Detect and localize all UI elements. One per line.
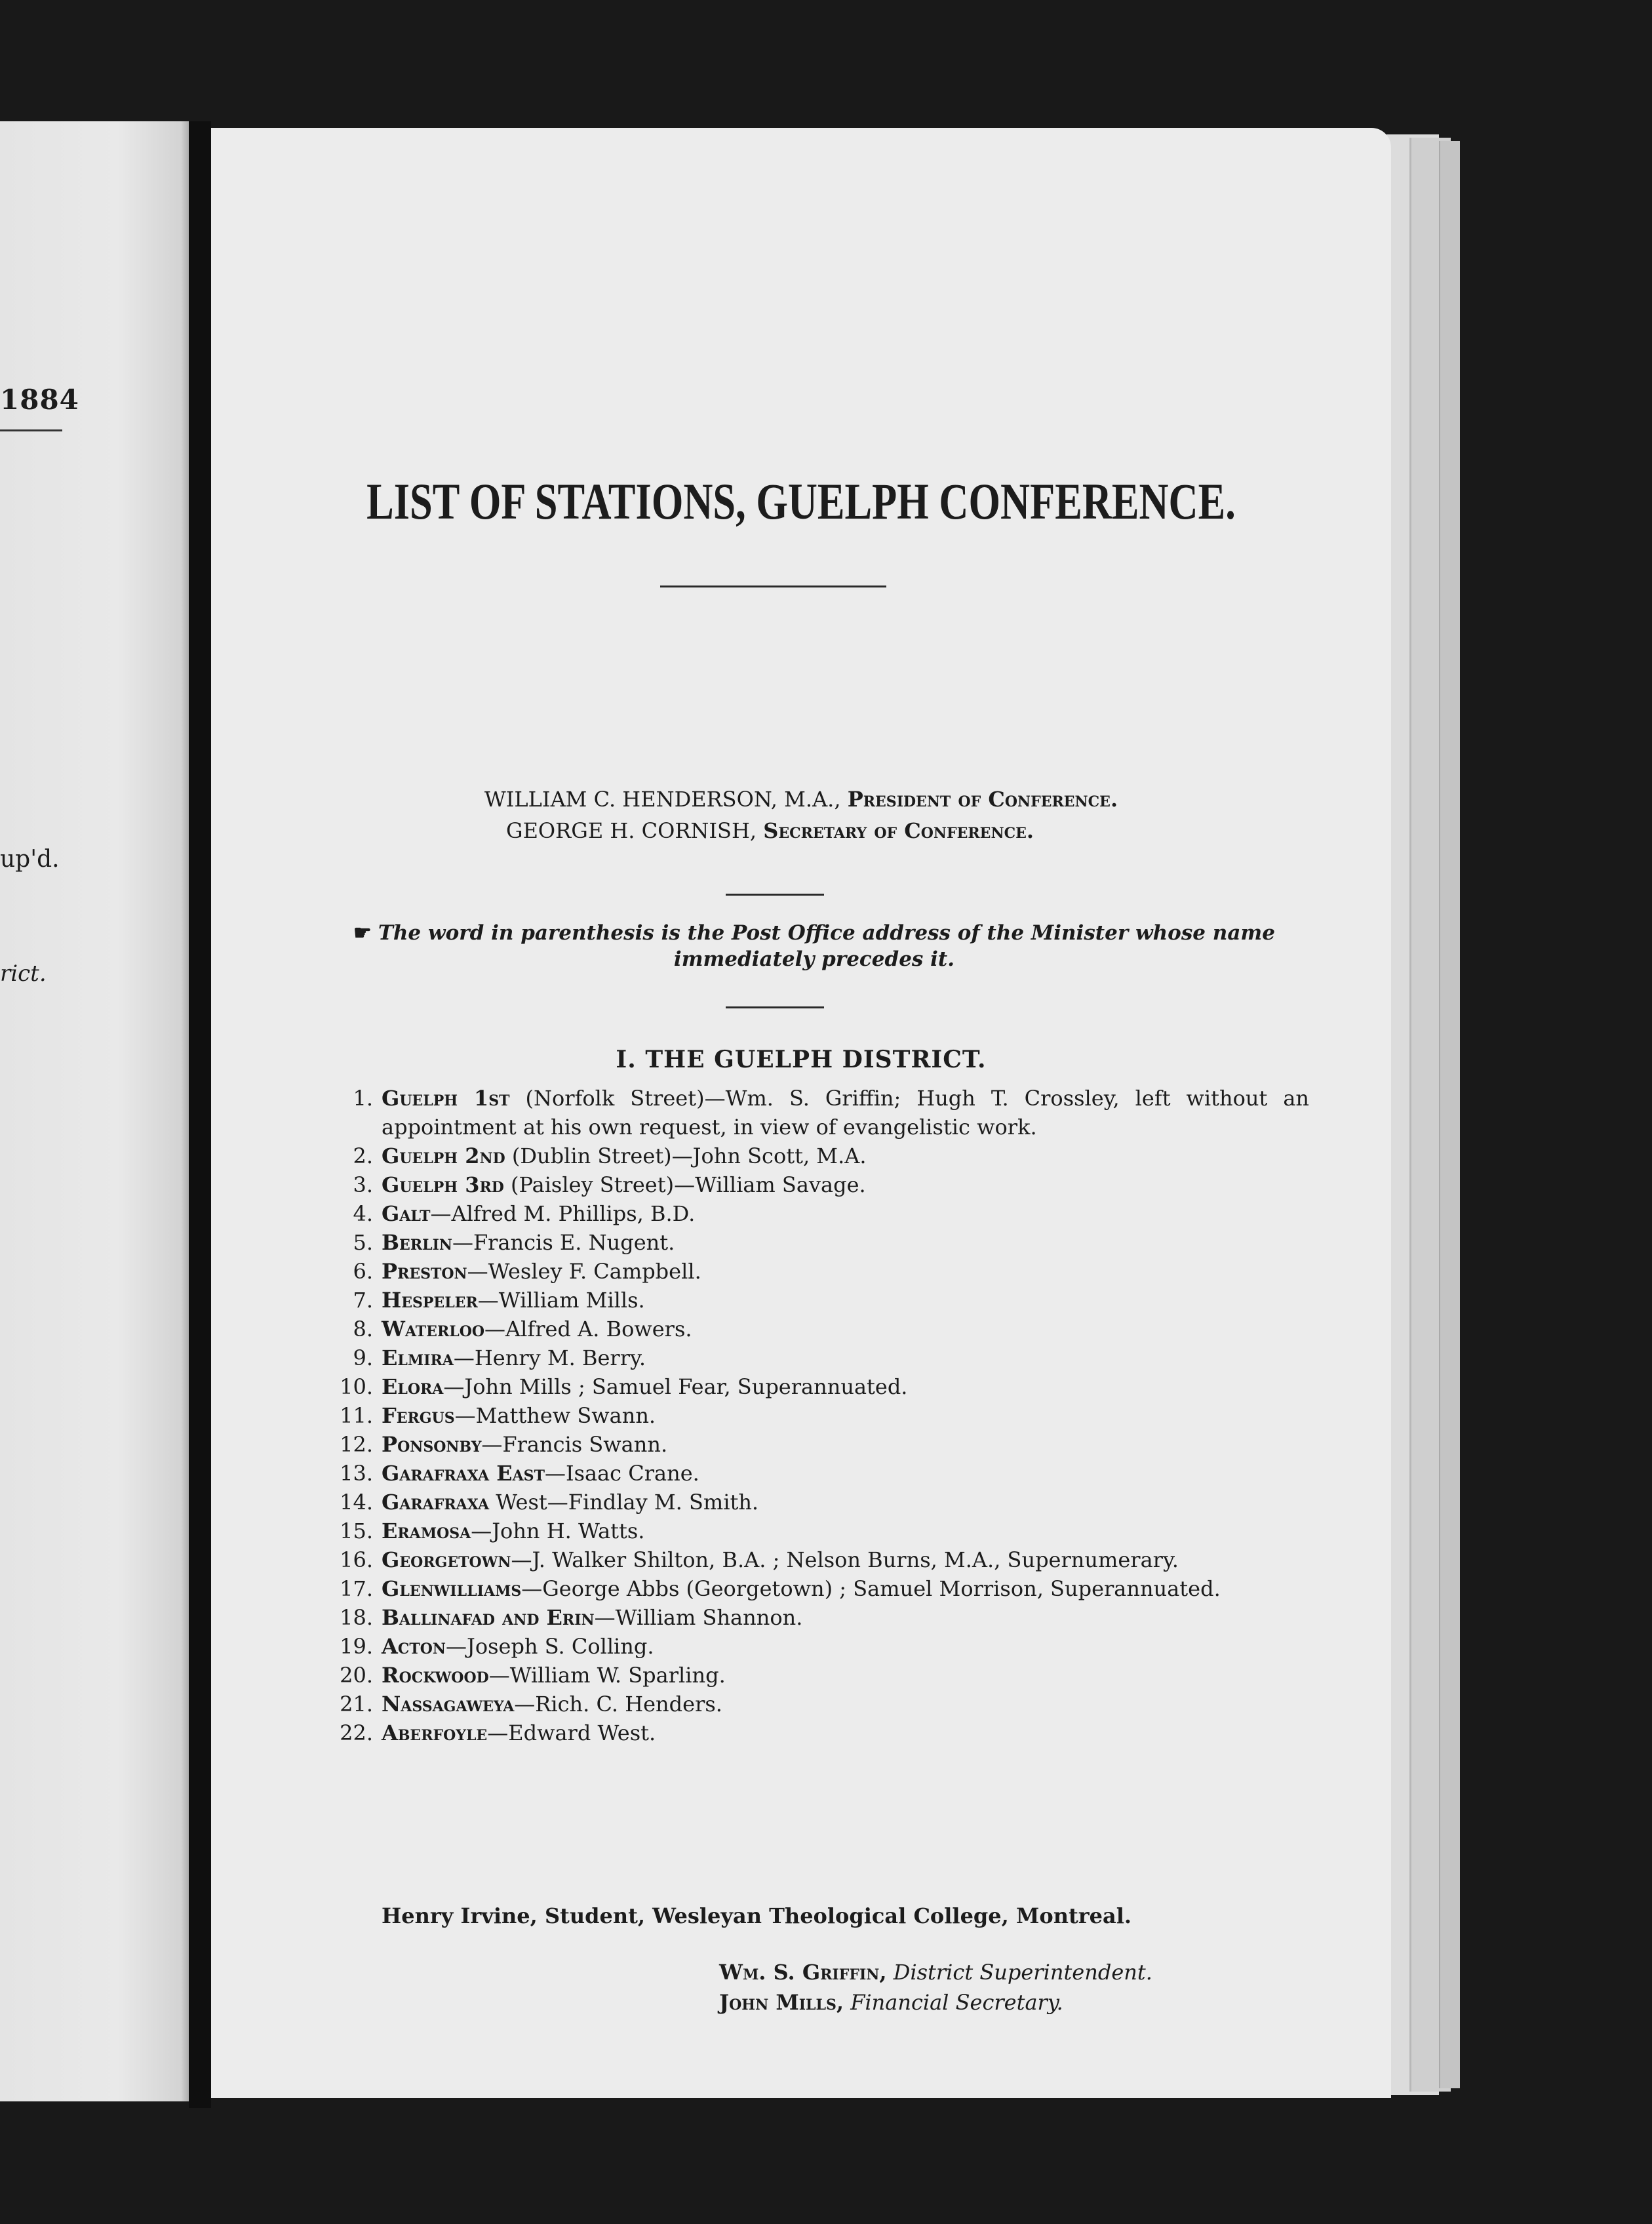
- station-item: [313, 1545, 1309, 1574]
- station-ministers: —Francis E. Nugent.: [452, 1230, 675, 1255]
- station-place: Acton: [382, 1634, 446, 1659]
- station-number: 1.: [353, 1086, 373, 1111]
- station-ministers: —Alfred M. Phillips, B.D.: [430, 1201, 696, 1226]
- left-page-rule: [0, 429, 62, 431]
- station-item: [313, 1228, 1309, 1257]
- station-number: 2.: [353, 1143, 373, 1168]
- station-item: [313, 1401, 1309, 1430]
- station-ministers: —Edward West.: [487, 1720, 656, 1745]
- station-item: [313, 1315, 1309, 1343]
- station-place: Glenwilliams: [382, 1576, 522, 1601]
- station-item: [313, 1286, 1309, 1315]
- station-ministers: —Alfred A. Bowers.: [484, 1317, 692, 1341]
- divider-rule: [726, 894, 824, 896]
- station-ministers: —Matthew Swann.: [454, 1403, 656, 1428]
- station-item: [313, 1517, 1309, 1545]
- book-gutter: [189, 121, 211, 2108]
- station-number: 16.: [340, 1547, 373, 1572]
- signature-block: [719, 1957, 1152, 2017]
- station-ministers: (Norfolk Street)—Wm. S. Griffin; Hugh T. Crossley, left without an appointment at his own request, in view of evangelistic work.: [382, 1086, 1309, 1140]
- station-number: 6.: [353, 1259, 373, 1284]
- station-ministers: (Dublin Street)—John Scott, M.A.: [505, 1143, 867, 1168]
- left-facing-page: [0, 121, 197, 2101]
- station-item: [313, 1199, 1309, 1228]
- station-number: 7.: [353, 1288, 373, 1313]
- station-place: Fergus: [382, 1403, 455, 1428]
- page-title: LIST OF STATIONS, GUELPH CONFERENCE.: [366, 473, 1236, 530]
- station-place: Berlin: [382, 1230, 452, 1255]
- station-ministers: —Francis Swann.: [481, 1432, 668, 1457]
- station-number: 10.: [340, 1374, 373, 1399]
- station-item: [313, 1372, 1309, 1401]
- district-heading: I. THE GUELPH DISTRICT.: [616, 1046, 987, 1073]
- station-place: Elmira: [382, 1345, 454, 1370]
- station-number: 15.: [340, 1519, 373, 1543]
- station-number: 21.: [340, 1692, 373, 1717]
- station-item: [313, 1343, 1309, 1372]
- station-ministers: —John H. Watts.: [471, 1519, 645, 1543]
- station-place: Guelph 2nd: [382, 1143, 505, 1168]
- station-number: 5.: [353, 1230, 373, 1255]
- left-page-year: 1884: [0, 384, 79, 416]
- station-list: [313, 1084, 1309, 1747]
- page-edge: [1439, 141, 1460, 2088]
- officer-president: WILLIAM C. HENDERSON, M.A., President of Conference.: [484, 787, 1118, 812]
- station-item: [313, 1603, 1309, 1632]
- station-ministers: —Isaac Crane.: [544, 1461, 699, 1486]
- station-item: [313, 1257, 1309, 1286]
- pointing-hand-icon: ☛: [353, 921, 372, 945]
- station-place: Elora: [382, 1374, 444, 1399]
- station-place: Aberfoyle: [382, 1720, 488, 1745]
- station-number: 12.: [340, 1432, 373, 1457]
- station-place: Nassagaweya: [382, 1692, 515, 1717]
- station-number: 14.: [340, 1490, 373, 1515]
- station-ministers: —George Abbs (Georgetown) ; Samuel Morrison, Superannuated.: [521, 1576, 1221, 1601]
- station-item: [313, 1718, 1309, 1747]
- station-ministers: —John Mills ; Samuel Fear, Superannuated.: [443, 1374, 908, 1399]
- station-number: 3.: [353, 1172, 373, 1197]
- left-page-fragment: up'd.: [0, 846, 60, 873]
- station-number: 8.: [353, 1317, 373, 1341]
- station-number: 9.: [353, 1345, 373, 1370]
- station-item: [313, 1661, 1309, 1690]
- conference-officers: [211, 784, 1391, 846]
- station-place: Georgetown: [382, 1547, 511, 1572]
- station-place: Guelph 1st: [382, 1086, 510, 1111]
- station-place: Ponsonby: [382, 1432, 482, 1457]
- station-ministers: —William Shannon.: [594, 1605, 803, 1630]
- signature-secretary: John Mills, Financial Secretary.: [719, 1990, 1063, 2015]
- station-place: Garafraxa: [382, 1490, 490, 1515]
- officer-secretary: GEORGE H. CORNISH, Secretary of Conference.: [506, 818, 1034, 843]
- divider-rule: [726, 1006, 824, 1008]
- station-item: [313, 1142, 1309, 1170]
- station-place: Waterloo: [382, 1317, 485, 1341]
- station-number: 20.: [340, 1663, 373, 1688]
- station-number: 13.: [340, 1461, 373, 1486]
- station-ministers: —J. Walker Shilton, B.A. ; Nelson Burns, M.A., Supernumerary.: [511, 1547, 1179, 1572]
- station-number: 11.: [340, 1403, 373, 1428]
- station-item: [313, 1574, 1309, 1603]
- student-line: Henry Irvine, Student, Wesleyan Theological College, Montreal.: [382, 1903, 1131, 1928]
- station-ministers: —Rich. C. Henders.: [514, 1692, 722, 1717]
- divider-rule: [660, 586, 886, 587]
- station-ministers: —Wesley F. Campbell.: [467, 1259, 701, 1284]
- station-place: Hespeler: [382, 1288, 478, 1313]
- station-number: 19.: [340, 1634, 373, 1659]
- station-place: Eramosa: [382, 1519, 471, 1543]
- left-page-fragment: rict.: [0, 961, 47, 987]
- station-number: 4.: [353, 1201, 373, 1226]
- station-item: [313, 1488, 1309, 1517]
- station-place: Ballinafad and Erin: [382, 1605, 595, 1630]
- document-page: [211, 128, 1391, 2098]
- station-place: Garafraxa East: [382, 1461, 545, 1486]
- station-item: [313, 1170, 1309, 1199]
- station-place: Guelph 3rd: [382, 1172, 504, 1197]
- station-ministers: —Henry M. Berry.: [453, 1345, 646, 1370]
- station-place: Galt: [382, 1201, 431, 1226]
- address-note: ☛ The word in parenthesis is the Post Office address of the Minister whose name immediately precedes it.: [353, 921, 1275, 971]
- station-number: 18.: [340, 1605, 373, 1630]
- station-item: [313, 1459, 1309, 1488]
- signature-superintendent: Wm. S. Griffin, District Superintendent.: [719, 1960, 1152, 1985]
- station-item: [313, 1430, 1309, 1459]
- station-item: [313, 1632, 1309, 1661]
- station-number: 22.: [340, 1720, 373, 1745]
- station-ministers: —William W. Sparling.: [488, 1663, 726, 1688]
- station-place: Rockwood: [382, 1663, 489, 1688]
- station-ministers: —Joseph S. Colling.: [445, 1634, 654, 1659]
- station-place: Preston: [382, 1259, 467, 1284]
- station-item: [313, 1690, 1309, 1718]
- station-ministers: (Paisley Street)—William Savage.: [503, 1172, 866, 1197]
- station-item: [313, 1084, 1309, 1142]
- station-number: 17.: [340, 1576, 373, 1601]
- station-ministers: West—Findlay M. Smith.: [489, 1490, 759, 1515]
- station-ministers: —William Mills.: [477, 1288, 645, 1313]
